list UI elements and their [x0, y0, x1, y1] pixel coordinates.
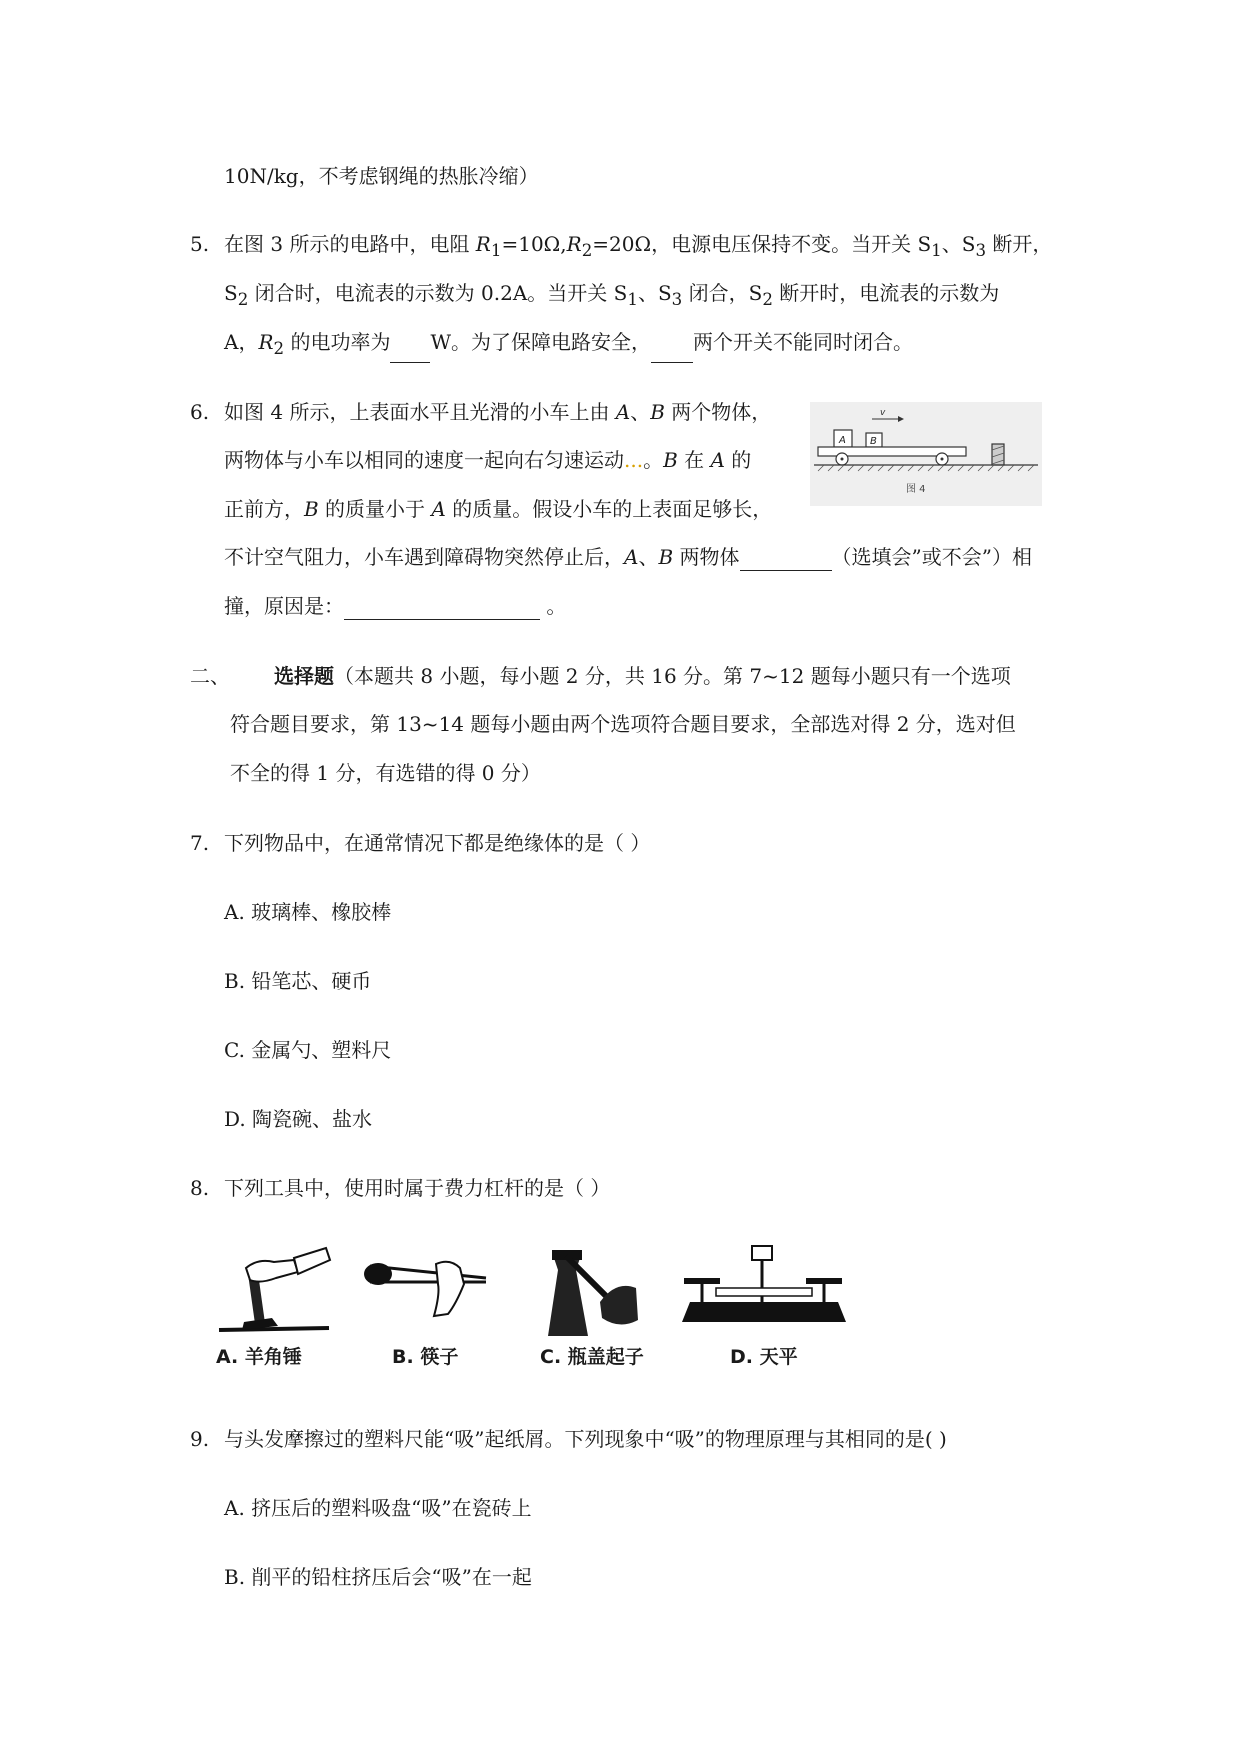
q6-line-1: 如图 4 所示，上表面水平且光滑的小车上由 A、B 两个物体， — [224, 400, 772, 424]
q6-blank-reason[interactable] — [344, 597, 540, 620]
q8-caption-c: C. 瓶盖起子 — [540, 1346, 644, 1368]
hand — [246, 1260, 298, 1282]
q7-number: 7. — [190, 831, 210, 855]
q6-line-2: 两物体与小车以相同的速度一起向右匀速运动...。B 在 A 的 — [224, 448, 752, 472]
bottle-opener-figure[interactable] — [536, 1240, 656, 1340]
beam-scale — [716, 1288, 812, 1296]
pointer-dial — [752, 1246, 772, 1260]
q5-blank-power[interactable] — [390, 340, 430, 363]
q6-blank-collide[interactable] — [740, 548, 832, 571]
base — [682, 1302, 846, 1322]
hand — [434, 1262, 464, 1316]
left-pan — [684, 1278, 720, 1284]
figure-4-cart — [810, 402, 1042, 506]
section2-line-1: 选择题（本题共 8 小题，每小题 2 分，共 16 分。第 7~12 题每小题只有一个选项 — [274, 664, 1011, 688]
q6-line-5: 撞，原因是： 。 — [224, 594, 567, 618]
q5-line-2: $S_2$ 闭合时，电流表的示数为 0.2A。当开关 $S_1$、$S_3$ 闭合，$S_2$ 断开时，电流表的示数为 — [224, 281, 1000, 309]
q8-caption-d: D. 天平 — [730, 1346, 798, 1368]
q7-option-a[interactable]: A. 玻璃棒、橡胶棒 — [224, 900, 392, 924]
cart-axle-right — [941, 458, 944, 461]
q7-option-c[interactable]: C. 金属勺、塑料尺 — [224, 1038, 392, 1062]
q4-tail-text: 10N/kg，不考虑钢绳的热胀冷缩） — [224, 164, 539, 188]
block-a-label: A — [839, 435, 846, 446]
sleeve — [294, 1248, 330, 1274]
q6-line-4: 不计空气阻力，小车遇到障碍物突然停止后，A、B 两物体 （选填会”或不会”）相 — [224, 545, 1032, 569]
q8-number: 8. — [190, 1176, 210, 1200]
section2-line-3: 不全的得 1 分，有选错的得 0 分） — [230, 761, 541, 785]
velocity-label: v — [880, 408, 886, 418]
section2-line-2: 符合题目要求，第 13~14 题每小题由两个选项符合题目要求，全部选对得 2 分，选对但 — [230, 712, 1016, 736]
chopsticks-figure[interactable] — [360, 1254, 490, 1334]
q5-line-1: 在图 3 所示的电路中，电阻 $R_1=10\Omega,R_2=20\Omega$，电源电压保持不变。当开关 $S_1$、$S_3$ 断开， — [224, 232, 1053, 260]
section2-number: 二、 — [190, 664, 230, 688]
figure-4-caption: 图 4 — [906, 484, 926, 495]
right-pan — [806, 1278, 842, 1284]
q8-caption-a: A. 羊角锤 — [216, 1346, 302, 1368]
block-b-label: B — [870, 436, 877, 447]
q9-option-b[interactable]: B. 削平的铅柱挤压后会“吸”在一起 — [224, 1565, 532, 1589]
q5-number: 5. — [190, 232, 210, 256]
claw-hammer-figure[interactable] — [214, 1238, 334, 1338]
q7-option-b[interactable]: B. 铅笔芯、硬币 — [224, 969, 372, 993]
hammer-handle — [249, 1278, 266, 1327]
q9-option-a[interactable]: A. 挤压后的塑料吸盘“吸”在瓷砖上 — [224, 1496, 532, 1520]
cart-axle-left — [841, 458, 844, 461]
q9-stem: 与头发摩擦过的塑料尺能“吸”起纸屑。下列现象中“吸”的物理原理与其相同的是( ) — [224, 1427, 947, 1451]
q6-line-3: 正前方，B 的质量小于 A 的质量。假设小车的上表面足够长， — [224, 497, 773, 521]
q9-number: 9. — [190, 1427, 210, 1451]
section2-title: 选择题 — [274, 664, 334, 688]
balance-scale-figure[interactable] — [676, 1240, 852, 1340]
board — [219, 1328, 329, 1330]
q7-stem: 下列物品中，在通常情况下都是绝缘体的是（ ） — [224, 831, 651, 855]
q6-number: 6. — [190, 400, 210, 424]
q5-line-3: A，$R_2$ 的电功率为 W。为了保障电路安全， 两个开关不能同时闭合。 — [224, 328, 913, 363]
q5-blank-switches[interactable] — [651, 340, 693, 363]
q8-stem: 下列工具中，使用时属于费力杠杆的是（ ） — [224, 1176, 611, 1200]
q8-caption-b: B. 筷子 — [392, 1346, 459, 1368]
q7-option-d[interactable]: D. 陶瓷碗、盐水 — [224, 1107, 373, 1131]
